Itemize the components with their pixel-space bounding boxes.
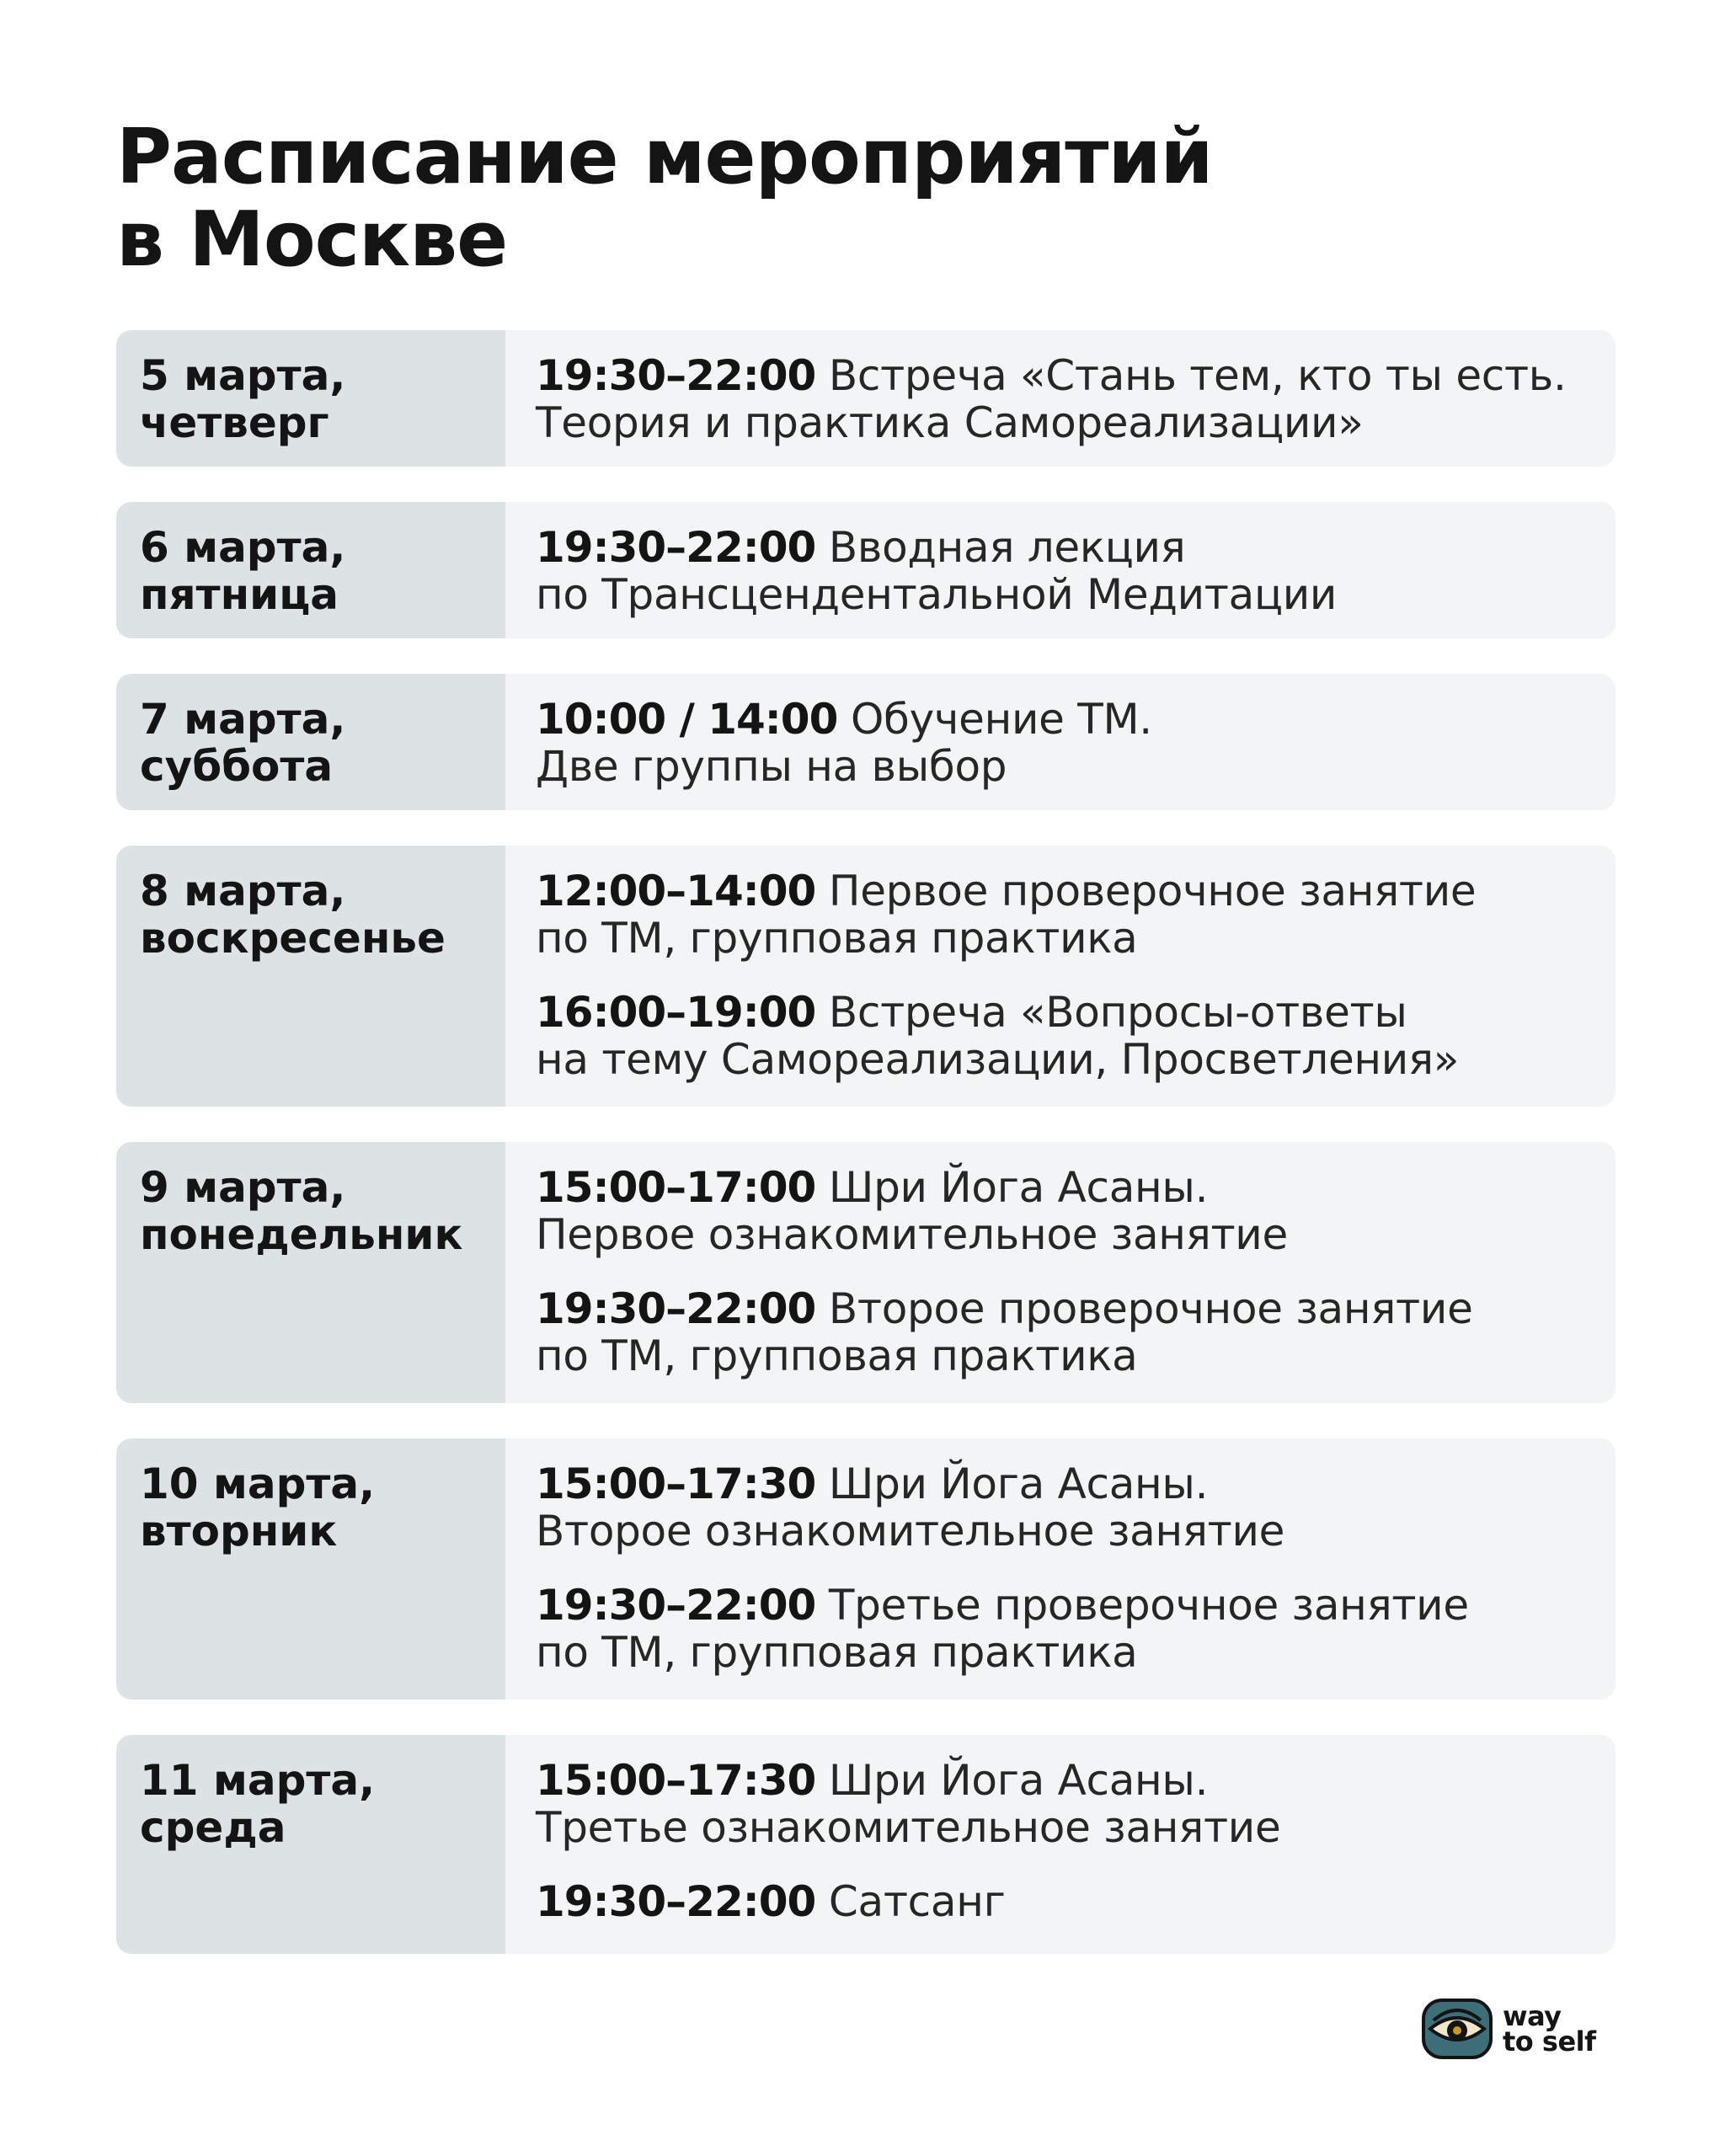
weekday-label: пятница xyxy=(140,570,339,619)
event-line-1 xyxy=(536,696,1616,743)
event-line-2: по ТМ, групповая практика xyxy=(536,914,1138,963)
page-title-line-1: Расписание мероприятий xyxy=(116,113,1213,201)
event-time: 19:30–22:00 xyxy=(536,523,816,572)
weekday-label: четверг xyxy=(140,398,329,447)
event-line-1 xyxy=(536,1164,1616,1211)
event-title: Третье проверочное занятие xyxy=(828,1581,1469,1630)
weekday-label: воскресенье xyxy=(140,914,446,963)
events-cell xyxy=(505,674,1616,810)
date-cell xyxy=(116,502,505,638)
event-time: 10:00 / 14:00 xyxy=(536,695,838,744)
event-line-1 xyxy=(536,989,1616,1036)
event-line-1 xyxy=(536,352,1616,399)
event-line-2: Две группы на выбор xyxy=(536,742,1007,791)
events-cell xyxy=(505,846,1616,1107)
event-line-2: на тему Самореализации, Просветления» xyxy=(536,1035,1460,1084)
event-line-2: по ТМ, групповая практика xyxy=(536,1628,1138,1677)
date-cell xyxy=(116,1735,505,1954)
day-row-6-march xyxy=(116,502,1616,638)
date-label: 11 марта, xyxy=(140,1756,376,1805)
event-title: Обучение ТМ. xyxy=(850,695,1152,744)
date-label: 5 марта, xyxy=(140,351,346,400)
date-cell xyxy=(116,1142,505,1403)
event-time: 12:00–14:00 xyxy=(536,867,816,915)
weekday-label: суббота xyxy=(140,742,334,791)
event-time: 15:00–17:00 xyxy=(536,1163,816,1212)
schedule-list xyxy=(116,0,1616,2156)
event-title: Шри Йога Асаны. xyxy=(828,1460,1209,1508)
event-title: Встреча «Стань тем, кто ты есть. xyxy=(828,351,1567,400)
weekday-label: понедельник xyxy=(140,1210,463,1259)
event-line-2: Первое ознакомительное занятие xyxy=(536,1210,1288,1259)
event-title: Шри Йога Асаны. xyxy=(828,1163,1209,1212)
event-time: 16:00–19:00 xyxy=(536,988,816,1037)
event-title: Шри Йога Асаны. xyxy=(828,1756,1209,1805)
event-title: Второе проверочное занятие xyxy=(828,1284,1473,1333)
event-item xyxy=(536,1285,1616,1380)
event-time: 15:00–17:30 xyxy=(536,1756,816,1805)
event-item xyxy=(536,989,1616,1083)
event-line-1 xyxy=(536,1878,1616,1925)
date-label: 9 марта, xyxy=(140,1163,346,1212)
event-title: Встреча «Вопросы-ответы xyxy=(828,988,1407,1037)
event-line-2: Третье ознакомительное занятие xyxy=(536,1803,1281,1852)
page-title-line-2: в Москве xyxy=(116,195,508,284)
events-cell xyxy=(505,1438,1616,1700)
event-title: Сатсанг xyxy=(828,1877,1006,1926)
events-cell xyxy=(505,330,1616,467)
day-row-10-march xyxy=(116,1438,1616,1700)
day-row-8-march xyxy=(116,846,1616,1107)
date-label: 10 марта, xyxy=(140,1460,376,1508)
date-cell xyxy=(116,1438,505,1700)
event-title: Первое проверочное занятие xyxy=(828,867,1477,915)
event-time: 19:30–22:00 xyxy=(536,1581,816,1630)
brand-name xyxy=(1503,2000,1596,2057)
event-time: 15:00–17:30 xyxy=(536,1460,816,1508)
events-cell xyxy=(505,502,1616,638)
event-time: 19:30–22:00 xyxy=(536,1284,816,1333)
event-time: 19:30–22:00 xyxy=(536,351,816,400)
weekday-label: среда xyxy=(140,1803,286,1852)
event-item xyxy=(536,1582,1616,1676)
event-item xyxy=(536,524,1616,618)
event-item xyxy=(536,1164,1616,1258)
event-title: Вводная лекция xyxy=(828,523,1186,572)
eye-icon xyxy=(1422,1999,1493,2059)
event-line-2: Теория и практика Самореализации» xyxy=(536,398,1364,447)
date-label: 6 марта, xyxy=(140,523,346,572)
day-row-11-march xyxy=(116,1735,1616,1954)
event-line-1 xyxy=(536,524,1616,571)
event-line-1 xyxy=(536,1285,1616,1332)
event-item xyxy=(536,1460,1616,1555)
event-item xyxy=(536,1878,1616,1925)
event-line-2: Второе ознакомительное занятие xyxy=(536,1507,1285,1556)
events-cell xyxy=(505,1735,1616,1954)
weekday-label: вторник xyxy=(140,1507,338,1556)
event-line-2: по Трансцендентальной Медитации xyxy=(536,570,1338,619)
brand-line-2: to self xyxy=(1503,2025,1596,2057)
events-cell xyxy=(505,1142,1616,1403)
event-time: 19:30–22:00 xyxy=(536,1877,816,1926)
event-item xyxy=(536,1757,1616,1851)
event-item xyxy=(536,867,1616,962)
date-label: 8 марта, xyxy=(140,867,346,915)
brand-line-1: way xyxy=(1503,2000,1562,2032)
event-item xyxy=(536,352,1616,446)
event-line-1 xyxy=(536,1757,1616,1804)
event-line-2: по ТМ, групповая практика xyxy=(536,1331,1138,1380)
event-line-1 xyxy=(536,1582,1616,1629)
date-cell xyxy=(116,674,505,810)
date-cell xyxy=(116,846,505,1107)
event-line-1 xyxy=(536,867,1616,915)
brand-logo xyxy=(1422,1999,1616,2059)
date-label: 7 марта, xyxy=(140,695,346,744)
day-row-9-march xyxy=(116,1142,1616,1403)
day-row-7-march xyxy=(116,674,1616,810)
event-line-1 xyxy=(536,1460,1616,1508)
day-row-5-march xyxy=(116,330,1616,467)
date-cell xyxy=(116,330,505,467)
event-item xyxy=(536,696,1616,790)
